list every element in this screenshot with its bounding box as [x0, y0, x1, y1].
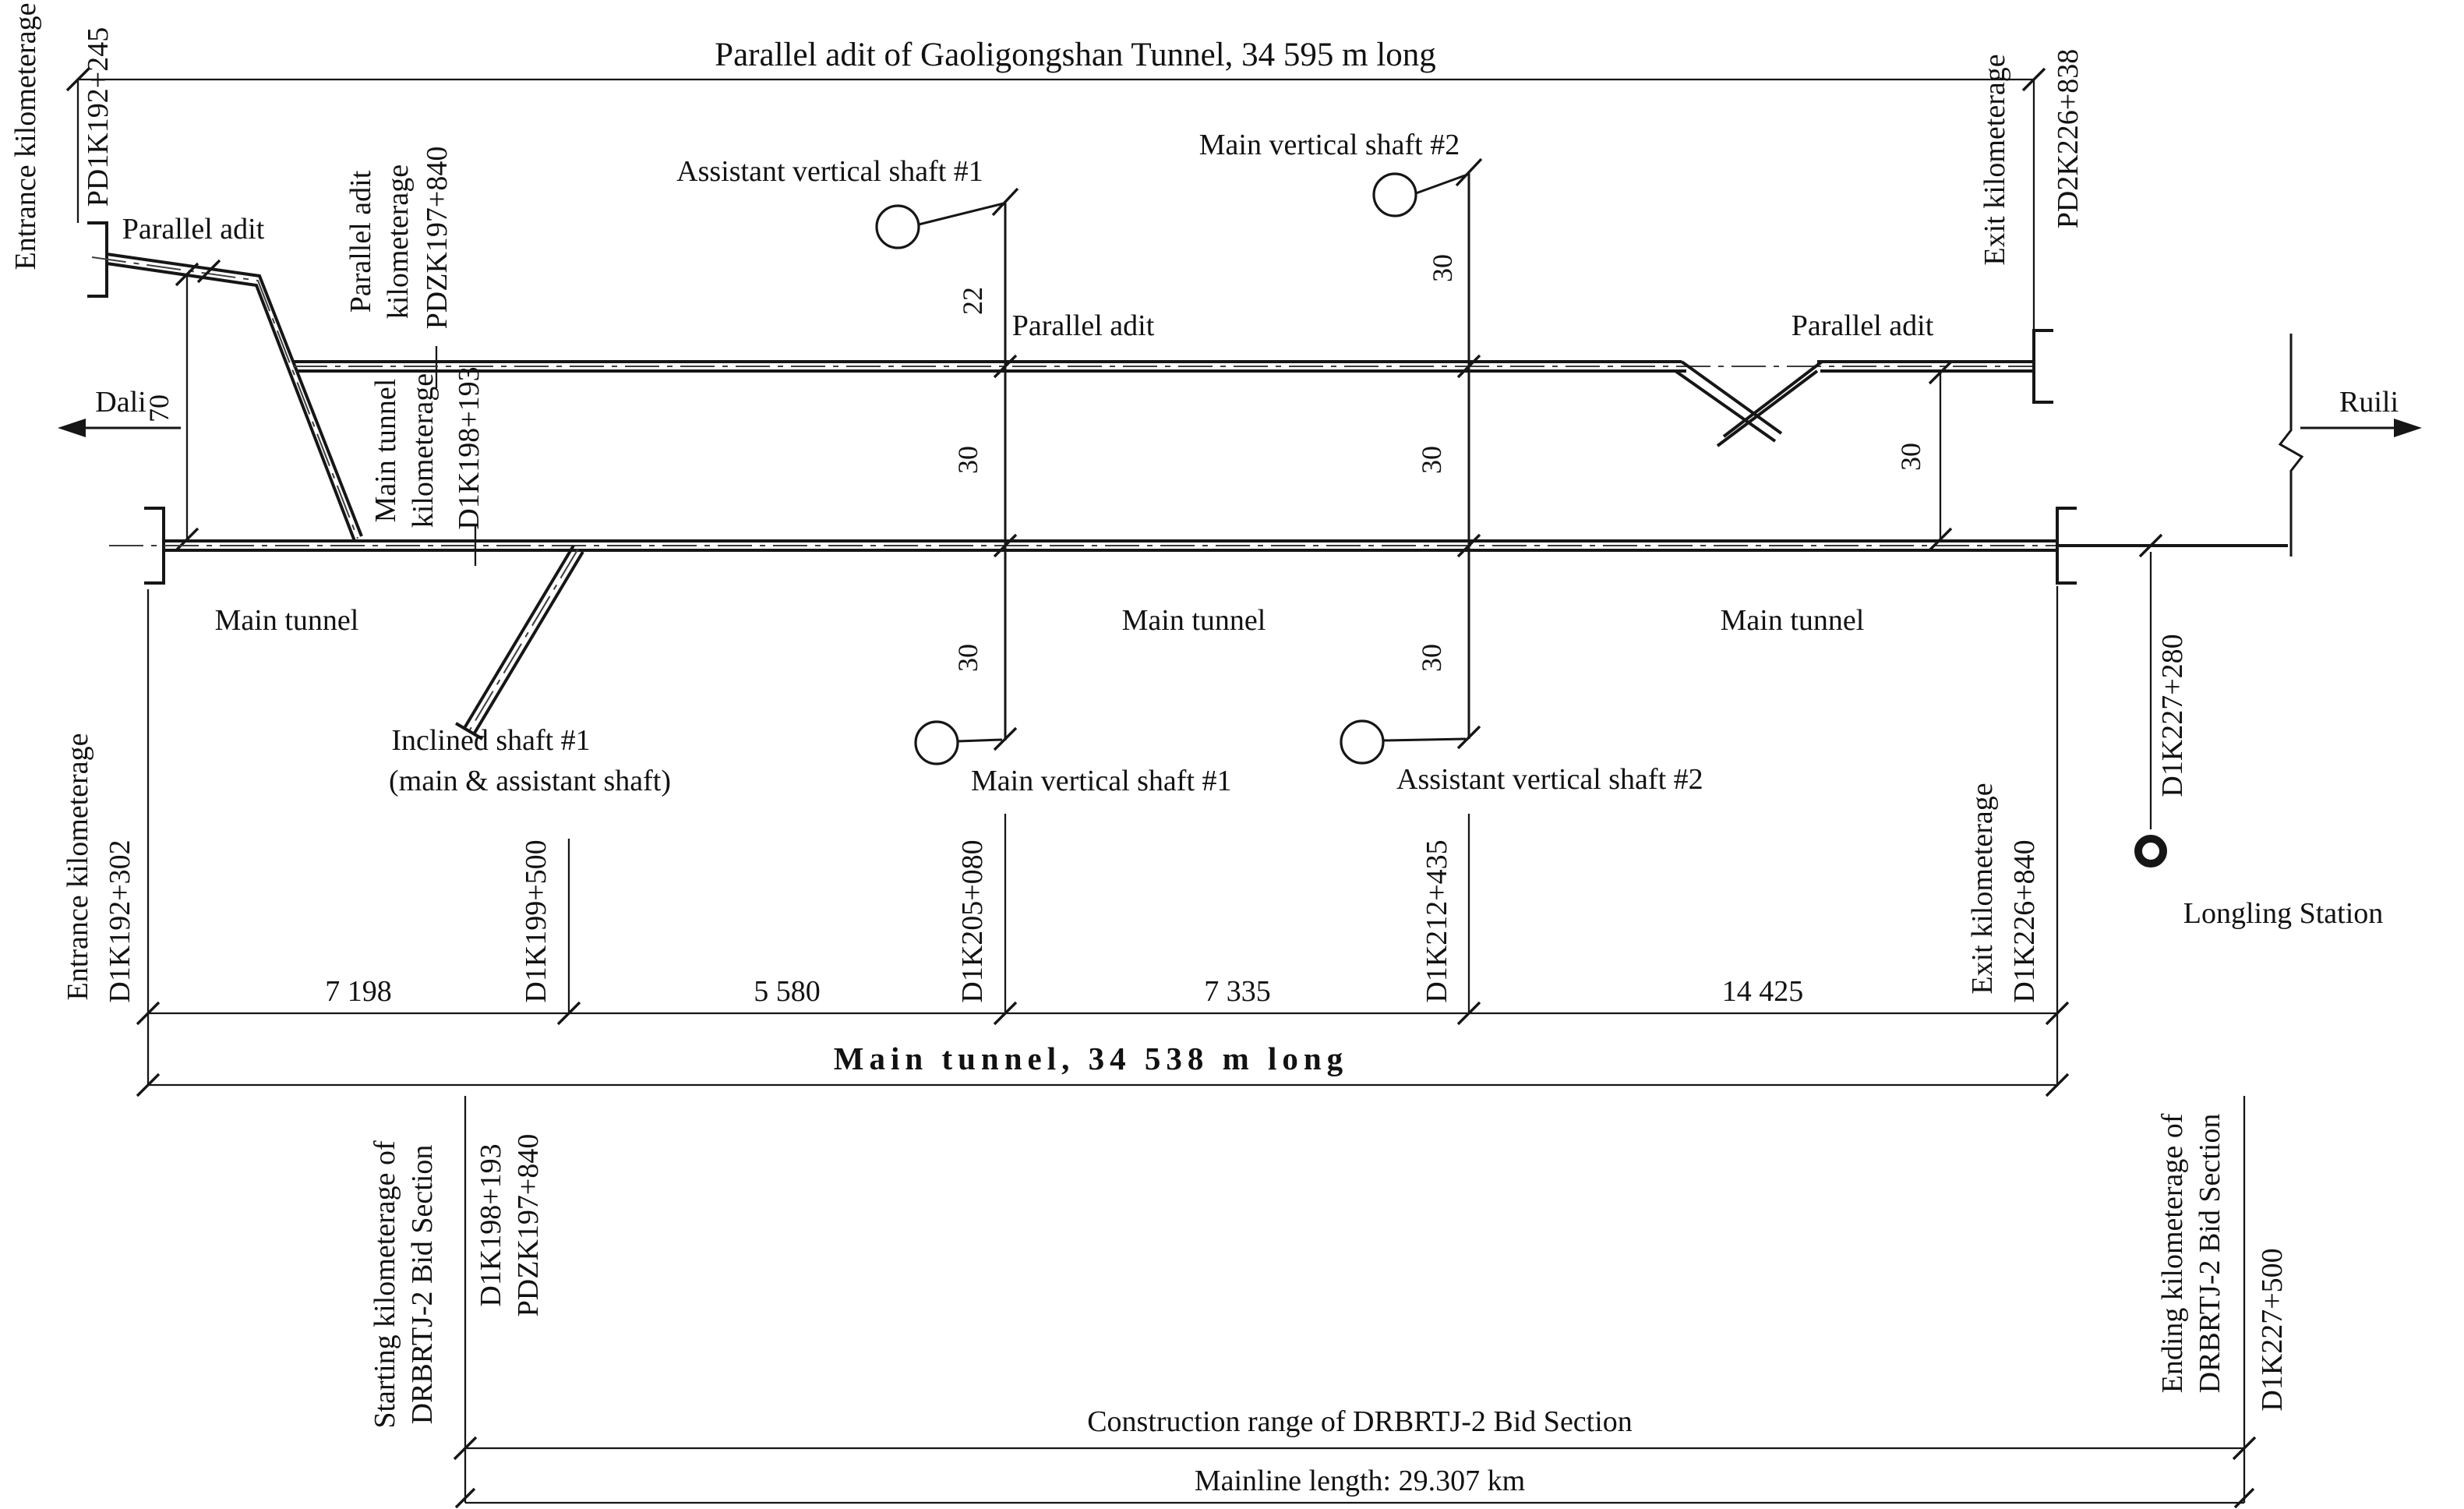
bid-section-dimension [369, 1096, 2289, 1507]
inclined-shaft-1 [389, 546, 671, 797]
inclined-shaft-label-line1: Inclined shaft #1 [391, 724, 591, 757]
parallel-adit-right-label: Parallel adit [1791, 309, 1934, 342]
adit-exit-bracket [2034, 330, 2053, 402]
shaft2-kilometerage: D1K212+435 [1421, 839, 1453, 1003]
parallel-adit-center-label: Parallel adit [1011, 309, 1155, 342]
ruili-label: Ruili [2339, 386, 2399, 419]
segment-1-length: 7 198 [325, 975, 392, 1008]
offset-70: 70 [143, 394, 175, 422]
longling-station [2138, 535, 2383, 930]
exit-kilometerage-value: PD2K226+838 [2052, 48, 2085, 229]
adit-km-line2: kilometerage [382, 164, 415, 320]
main-tunnel-center-label: Main tunnel [1121, 604, 1266, 637]
exit-offset-30 [1895, 362, 1951, 550]
offset-22: 22 [957, 287, 988, 315]
station-kilometerage: D1K227+280 [2156, 634, 2189, 797]
segment-2-length: 5 580 [754, 975, 821, 1008]
ruili-arrowhead [2394, 419, 2422, 437]
station-symbol [2138, 839, 2163, 864]
offset-30-shaft1-low: 30 [952, 644, 983, 672]
segment-3-length: 7 335 [1204, 975, 1271, 1008]
exit-kilometerage-bottom-value: D1K226+840 [2008, 839, 2041, 1003]
station-name: Longling Station [2183, 897, 2384, 930]
parallel-adit-line [293, 309, 2053, 446]
bid-end-label-line2: DRBRTJ-2 Bid Section [2194, 1113, 2226, 1394]
entrance-kilometerage-labels-top [9, 3, 115, 270]
adit-length-title: Parallel adit of Gaoligongshan Tunnel, 34 595 m long [715, 37, 1436, 73]
railway-break [2280, 334, 2302, 557]
bid-start-label-line1: Starting kilometerage of [369, 1140, 401, 1429]
segment-4-length: 14 425 [1721, 975, 1804, 1008]
shaft1-kilometerage: D1K205+080 [956, 839, 989, 1003]
main-km-line1: Main tunnel [369, 378, 402, 523]
inclined-shaft-label-line2: (main & assistant shaft) [389, 765, 671, 797]
main-tunnel-total-length: Main tunnel, 34 538 m long [833, 1041, 1349, 1076]
bid-start-value-main: D1K198+193 [475, 1143, 507, 1307]
entrance-kilometerage-bottom-value: D1K192+302 [104, 839, 136, 1003]
offset-30-exit: 30 [1895, 443, 1926, 471]
main-km-line2: kilometerage [407, 373, 439, 528]
bid-start-label-line2: DRBRTJ-2 Bid Section [406, 1144, 439, 1425]
parallel-adit-entrance [87, 213, 362, 541]
entrance-kilometerage-label: Entrance kilometerage [9, 2, 42, 270]
vertical-shaft-line-1 [676, 155, 1231, 797]
adit-km-line1: Parallel adit [344, 170, 377, 313]
construction-range-label: Construction range of DRBRTJ-2 Bid Section [1087, 1405, 1633, 1438]
kilometerage-dimension [62, 586, 2068, 1085]
dali-label: Dali [95, 386, 146, 419]
main-km-value: D1K198+193 [453, 366, 485, 530]
exit-kilometerage-bottom-label: Exit kilometerage [1966, 783, 1999, 995]
offset-30-shaft2-low: 30 [1416, 644, 1447, 672]
main-tunnel-right-label: Main tunnel [1720, 604, 1865, 637]
assistant-shaft-2-symbol [1341, 721, 1383, 763]
parallel-adit-entrance-label: Parallel adit [122, 213, 265, 246]
bid-end-value: D1K227+500 [2256, 1248, 2289, 1412]
entrance-kilometerage-bottom-label: Entrance kilometerage [62, 733, 94, 1001]
main-shaft-1-symbol [916, 722, 958, 764]
bid-end-label-line1: Ending kilometerage of [2156, 1113, 2189, 1394]
dali-arrowhead [58, 419, 86, 437]
main-shaft-2-label: Main vertical shaft #2 [1198, 129, 1460, 161]
assistant-shaft-1-label: Assistant vertical shaft #1 [676, 155, 983, 188]
junction-kilometerage-labels [344, 147, 485, 566]
inclined-shaft-kilometerage: D1K199+500 [520, 839, 552, 1003]
offset-30-shaft1-mid: 30 [952, 446, 983, 474]
bid-start-value-adit: PDZK197+840 [512, 1133, 545, 1317]
assistant-shaft-2-label: Assistant vertical shaft #2 [1396, 763, 1703, 796]
adit-km-value: PDZK197+840 [421, 146, 454, 330]
offset-30-shaft2-mid: 30 [1416, 446, 1447, 474]
assistant-shaft-1-symbol [877, 206, 919, 248]
mainline-length-label: Mainline length: 29.307 km [1194, 1465, 1526, 1497]
main-tunnel-length-dimension [137, 1041, 2068, 1096]
offset-30-shaft2-top: 30 [1427, 254, 1458, 282]
main-shaft-1-label: Main vertical shaft #1 [971, 765, 1232, 797]
exit-kilometerage-label: Exit kilometerage [1979, 54, 2011, 266]
main-tunnel-left-label: Main tunnel [214, 604, 359, 637]
vertical-shaft-line-2 [1199, 129, 1703, 796]
ruili-direction [2300, 386, 2422, 437]
main-shaft-2-symbol [1374, 174, 1416, 216]
entrance-kilometerage-value: PD1K192+245 [82, 27, 115, 207]
